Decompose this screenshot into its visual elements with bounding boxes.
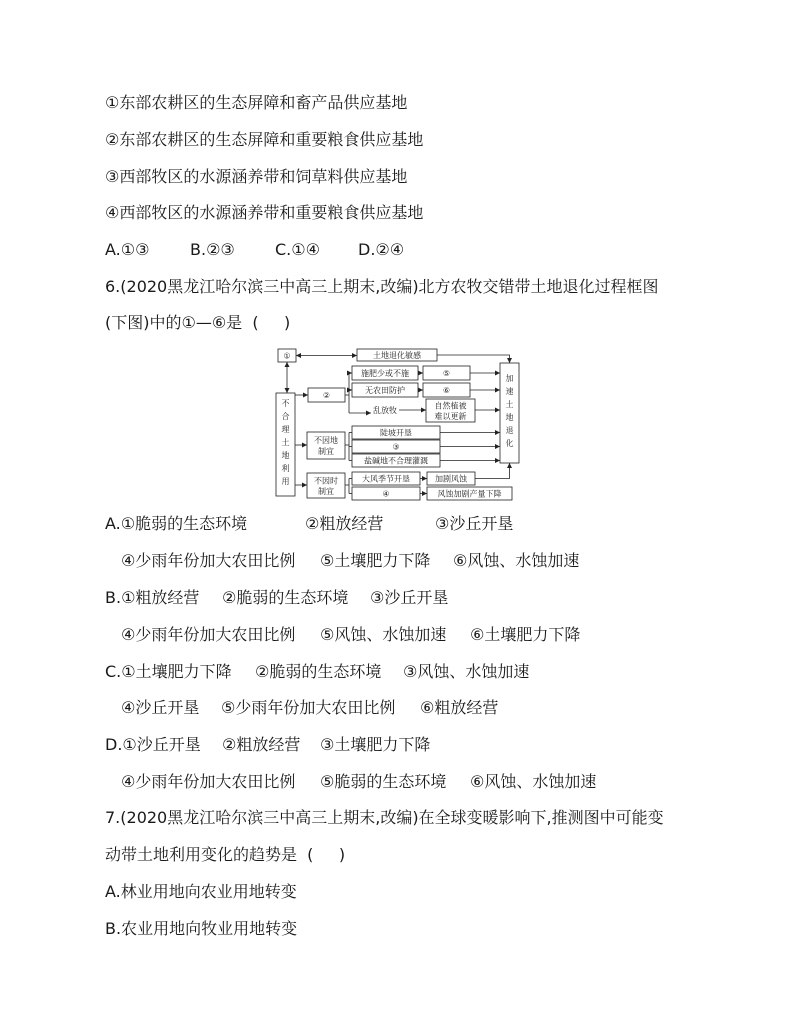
node-accelerate (500, 363, 519, 463)
choice-item: ②粗放经营 (305, 514, 384, 533)
node-overgrazing (373, 405, 397, 415)
node-label: 无农田防护 (365, 386, 405, 395)
land-degradation-flowchart (270, 343, 525, 505)
q7-choice-a (0, 880, 794, 904)
q5-choice-b: B.②③ (190, 240, 235, 259)
node-label: 不合理土地利用 (281, 399, 290, 490)
q5-option-text: ③西部牧区的水源涵养带和饲草料供应基地 (105, 167, 408, 186)
node-saline-irrigation (352, 454, 440, 467)
node-label: 大风季节开垦 (362, 474, 410, 484)
node-windy-season (352, 472, 420, 485)
choice-item: A.林业用地向农业用地转变 (105, 882, 297, 901)
choice-item: ⑥风蚀、水蚀加速 (470, 772, 597, 791)
node-label: 难以更新 (434, 412, 467, 421)
node-label: 乱放牧 (373, 406, 397, 415)
node-label: 不因时 (314, 476, 338, 486)
q5-option-text: ②东部农耕区的生态屏障和重要粮食供应基地 (105, 130, 424, 149)
node-3 (352, 440, 440, 453)
node-label: ⑥ (442, 386, 451, 395)
choice-item: ③沙丘开垦 (435, 514, 514, 533)
q7-stem-line-1 (0, 806, 794, 830)
q6-choice-d-line-1 (0, 733, 794, 757)
node-steep-slope (352, 426, 440, 439)
node-label: 风蚀加剧产量下降 (437, 489, 502, 499)
q5-choice-c: C.①④ (275, 240, 320, 259)
q5-option-3 (0, 165, 794, 189)
node-label: ② (322, 391, 331, 400)
node-label: 盐碱地不合理灌溉 (364, 456, 428, 466)
q6-choice-c-line-1 (0, 660, 794, 684)
q6-choice-d-line-2 (0, 770, 794, 794)
choice-item: A.①脆弱的生态环境 (105, 514, 248, 533)
q5-option-1 (0, 91, 794, 115)
arrow (437, 355, 510, 363)
choice-item: ③沙丘开垦 (370, 588, 449, 607)
q5-option-2 (0, 128, 794, 152)
q6-choice-a-line-1 (0, 512, 794, 536)
choice-item: ③土壤肥力下降 (320, 735, 431, 754)
q5-choice-a: A.①③ (105, 240, 150, 259)
q6-stem-text: 6.(2020黑龙江哈尔滨三中高三上期末,改编)北方农牧交错带土地退化过程框图 (105, 277, 659, 296)
node-2 (308, 388, 345, 402)
q6-choice-b-line-2 (0, 623, 794, 647)
choice-item: B.农业用地向牧业用地转变 (105, 919, 298, 938)
q6-stem-line-1 (0, 275, 794, 299)
node-label: 陡坡开垦 (380, 428, 412, 438)
q5-option-text: ①东部农耕区的生态屏障和畜产品供应基地 (105, 93, 408, 112)
q7-stem-text: 动带土地利用变化的趋势是 ( ) (105, 845, 346, 864)
q6-stem-line-2 (0, 311, 794, 335)
choice-item: ⑥风蚀、水蚀加速 (453, 551, 580, 570)
node-label: 自然植被 (434, 401, 467, 411)
q6-choice-c-line-2 (0, 696, 794, 720)
q7-stem-line-2 (0, 843, 794, 867)
node-label: 制宜 (318, 447, 334, 456)
node-irrational-use (276, 393, 295, 496)
q6-choice-a-line-2 (0, 549, 794, 573)
node-label: 土地退化敏感 (373, 351, 421, 360)
choice-item: ⑤脆弱的生态环境 (320, 772, 447, 791)
q6-choice-b-line-1 (0, 586, 794, 610)
node-5 (423, 366, 470, 380)
q6-stem-text: (下图)中的①—⑥是 ( ) (105, 313, 291, 332)
node-label: ① (283, 351, 291, 361)
choice-item: ④少雨年份加大农田比例 (121, 772, 296, 791)
choice-item: B.①粗放经营 (105, 588, 200, 607)
choice-item: ④沙丘开垦 (121, 698, 200, 717)
node-yield-drop (427, 487, 512, 500)
q5-option-text: ④西部牧区的水源涵养带和重要粮食供应基地 (105, 203, 424, 222)
choice-item: ⑤少雨年份加大农田比例 (221, 698, 396, 717)
choice-item: ⑥土壤肥力下降 (470, 625, 581, 644)
node-label: ④ (382, 489, 390, 499)
node-4 (352, 487, 420, 500)
node-not-site-specific (307, 432, 345, 459)
node-not-timely (307, 473, 345, 498)
node-label: 加剧风蚀 (435, 474, 467, 484)
choice-item: ⑥粗放经营 (420, 698, 499, 717)
node-label: 制宜 (318, 487, 334, 496)
choice-item: ②脆弱的生态环境 (255, 662, 382, 681)
q5-answer-choices (0, 238, 794, 262)
node-6 (423, 383, 470, 397)
choice-item: ⑤土壤肥力下降 (320, 551, 431, 570)
node-land-sensitivity (357, 349, 437, 361)
arrow (475, 463, 510, 479)
choice-item: ③风蚀、水蚀加速 (403, 662, 530, 681)
q7-choice-b (0, 917, 794, 941)
node-label: 不因地 (314, 436, 338, 445)
node-less-fertilizer (352, 366, 418, 380)
node-1 (278, 349, 296, 362)
node-wind-erosion (427, 472, 475, 485)
node-label: 施肥少或不施 (361, 369, 409, 378)
node-label: 加速土地退化 (505, 374, 514, 452)
q5-option-4 (0, 201, 794, 225)
q5-choice-d: D.②④ (358, 240, 405, 259)
choice-item: ⑤风蚀、水蚀加速 (320, 625, 447, 644)
node-vegetation (426, 399, 475, 422)
node-label: ③ (392, 442, 400, 452)
choice-item: ④少雨年份加大农田比例 (121, 625, 296, 644)
choice-item: ④少雨年份加大农田比例 (121, 551, 296, 570)
choice-item: ②粗放经营 (222, 735, 301, 754)
node-label: ⑤ (442, 369, 451, 378)
choice-item: ②脆弱的生态环境 (222, 588, 349, 607)
q7-stem-text: 7.(2020黑龙江哈尔滨三中高三上期末,改编)在全球变暖影响下,推测图中可能变 (105, 808, 664, 827)
choice-item: D.①沙丘开垦 (105, 735, 201, 754)
node-no-shelter (352, 383, 418, 397)
choice-item: C.①土壤肥力下降 (105, 662, 232, 681)
